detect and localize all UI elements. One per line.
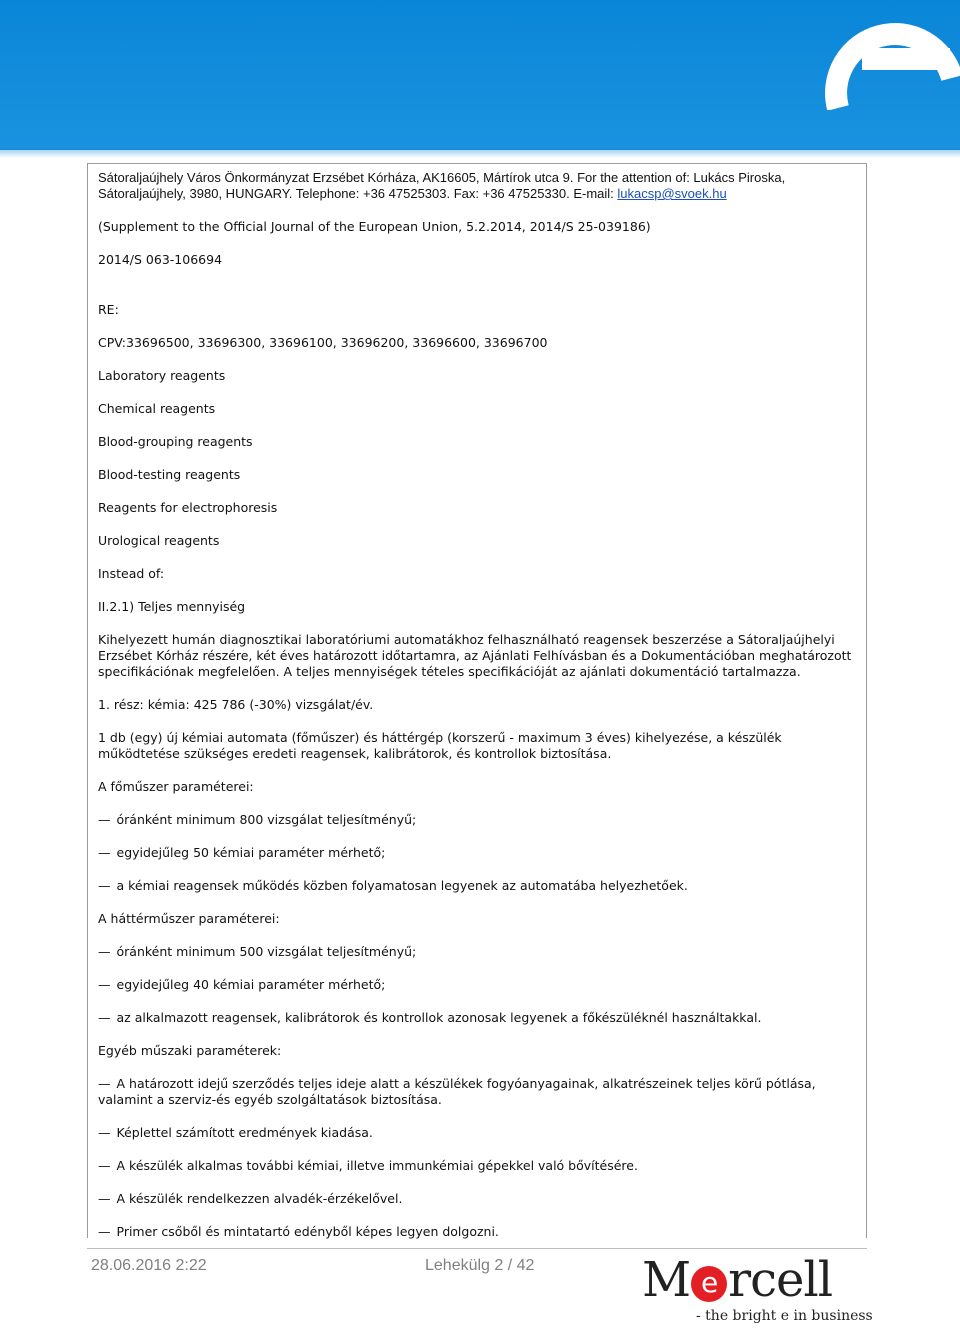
main-instrument-heading: A főműszer paraméterei: xyxy=(98,779,254,794)
re-label: RE: xyxy=(98,302,119,317)
brand-e-icon: e xyxy=(691,1266,727,1302)
footer-divider xyxy=(87,1248,867,1249)
brand-letter-m: M xyxy=(642,1252,691,1308)
param-item: — óránként minimum 500 vizsgálat teljesítményű; xyxy=(98,944,863,960)
other-params-list xyxy=(98,1076,863,1240)
address-line-2 xyxy=(98,186,863,202)
footer-page-number: Lehekülg 2 / 42 xyxy=(425,1257,535,1274)
document-frame xyxy=(87,163,867,1238)
param-item: — A határozott idejű szerződés teljes ideje alatt a készülékek fogyóanyagainak, alkatrészeinek teljes körű pótlása, valamint a szerviz-és egyéb szolgáltatások biztosítása. xyxy=(98,1076,863,1108)
param-item: — a kémiai reagensek működés közben folyamatosan legyenek az automatába helyezhetőek. xyxy=(98,878,863,894)
param-item: — egyidejűleg 50 kémiai paraméter mérhető; xyxy=(98,845,863,861)
backup-instrument-heading: A háttérműszer paraméterei: xyxy=(98,911,280,926)
cpv-item: Blood-testing reagents xyxy=(98,467,241,482)
param-item: — Képlettel számított eredmények kiadása. xyxy=(98,1125,863,1141)
main-instrument-params xyxy=(98,812,863,894)
address-line-2-text: Sátoraljaújhely, 3980, HUNGARY. Telephone: +36 47525303. Fax: +36 47525330. E-mail: xyxy=(98,186,618,201)
footer-date: 28.06.2016 2:22 xyxy=(91,1257,207,1274)
notice-number: 2014/S 063-106694 xyxy=(98,252,223,267)
other-params-heading: Egyéb műszaki paraméterek: xyxy=(98,1043,282,1058)
param-item: — az alkalmazott reagensek, kalibrátorok és kontrollok azonosak legyenek a főkészüléknél használtakkal. xyxy=(98,1010,863,1026)
cpv-item: Chemical reagents xyxy=(98,401,216,416)
cpv-item: Blood-grouping reagents xyxy=(98,434,253,449)
email-link[interactable]: lukacsp@svoek.hu xyxy=(617,186,727,201)
param-item: — egyidejűleg 40 kémiai paraméter mérhető; xyxy=(98,977,863,993)
param-item: — Primer csőből és mintatartó edényből képes legyen dolgozni. xyxy=(98,1224,863,1240)
supplement-reference: (Supplement to the Official Journal of the European Union, 5.2.2014, 2014/S 25-039186) xyxy=(98,219,651,234)
part-1-line: 1. rész: kémia: 425 786 (-30%) vizsgálat/év. xyxy=(98,697,374,712)
brand-tagline: - the bright e in business xyxy=(696,1308,873,1324)
document-body xyxy=(98,168,863,1240)
header-band xyxy=(0,0,960,150)
param-item: — óránként minimum 800 vizsgálat teljesítményű; xyxy=(98,812,863,828)
param-item: — A készülék alkalmas további kémiai, illetve immunkémiai gépekkel való bővítésére. xyxy=(98,1158,863,1174)
cpv-item: Reagents for electrophoresis xyxy=(98,500,278,515)
cpv-item-list xyxy=(98,368,863,549)
section-heading: II.2.1) Teljes mennyiség xyxy=(98,599,246,614)
brand-wordmark xyxy=(642,1252,832,1308)
param-item: — A készülék rendelkezzen alvadék-érzékelővel. xyxy=(98,1191,863,1207)
cpv-item: Urological reagents xyxy=(98,533,220,548)
cpv-codes: CPV:33696500, 33696300, 33696100, 33696200, 33696600, 33696700 xyxy=(98,335,548,350)
backup-instrument-params xyxy=(98,944,863,1026)
address-line-1: Sátoraljaújhely Város Önkormányzat Erzsébet Kórháza, AK16605, Mártírok utca 9. For the attention of: Lukács Piroska, xyxy=(98,170,786,185)
description-paragraph: Kihelyezett humán diagnosztikai laboratóriumi automatákhoz felhasználható reagensek beszerzése a Sátoraljaújhelyi Erzsébet Kórház részére, két éves határozott időtartamra, az Ajánlati Felhívásban és a Dokumentációban meghatározott specifikációnak megfelelően. A teljes mennyiségek tételes specifikációját az ajánlati dokumentáció tartalmazza. xyxy=(98,632,856,679)
brand-rest: rcell xyxy=(728,1252,833,1308)
instead-of-label: Instead of: xyxy=(98,566,165,581)
marcell-e-logo-icon xyxy=(800,0,960,110)
marcell-brand-logo xyxy=(642,1252,873,1327)
device-paragraph: 1 db (egy) új kémiai automata (főműszer) és háttérgép (korszerű - maximum 3 éves) kihelyezése, a készülék működtetése szükséges eredeti reagensek, kalibrátorok, és kontrollok biztosítása. xyxy=(98,730,786,761)
cpv-item: Laboratory reagents xyxy=(98,368,226,383)
